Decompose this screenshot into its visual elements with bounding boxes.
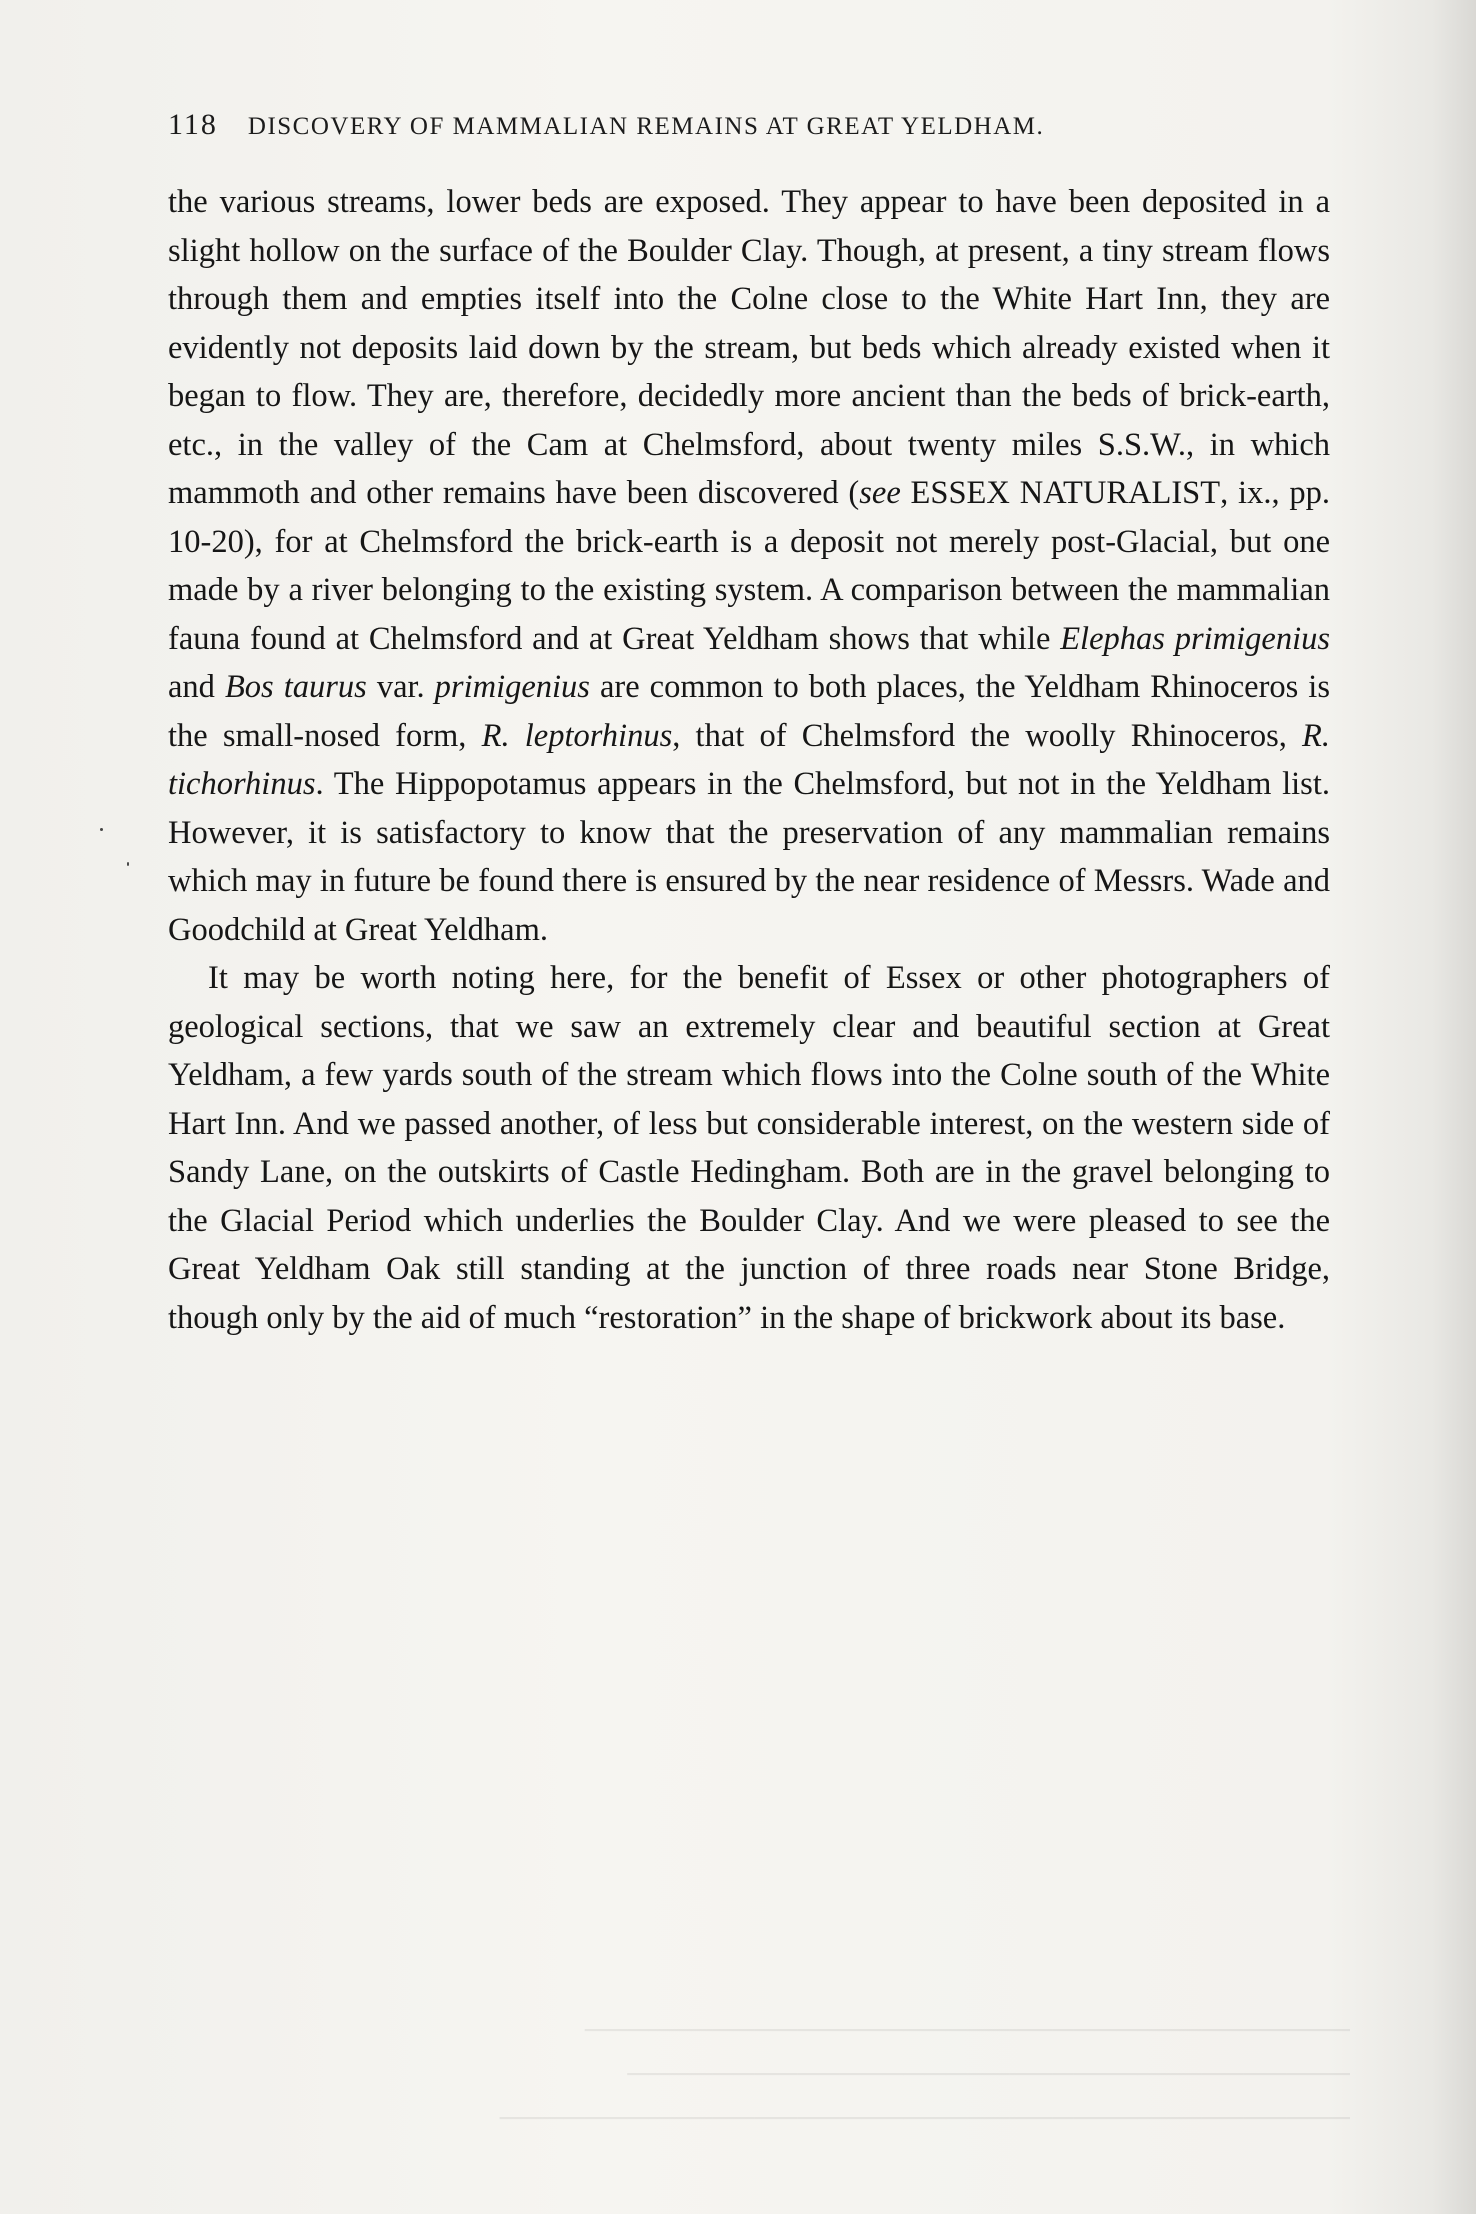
journal-ssex: SSEX bbox=[930, 475, 1010, 511]
p1-text-7: . The Hippopotamus appears in the Chelmsford, but not in the Yeldham list. However, it is satisfactory to know that the preservation of any mammalian remains which may in future be found there is ensured by the near residence of Messrs. Wade and Goodchild at Great Yeldham. bbox=[168, 766, 1330, 948]
paragraph-2: It may be worth noting here, for the benefit of Essex or other photographers of geological sections, that we saw an extremely clear and beautiful section at Great Yeldham, a few yards south of the stream which flows into the Colne south of the White Hart Inn. And we passed another, of less but considerable interest, on the western side of Sandy Lane, on the outskirts of Castle Hedingham. Both are in the gravel belonging to the Glacial Period which underlies the Boulder Clay. And we were pleased to see the Great Yeldham Oak still standing at the junction of three roads near Stone Bridge, though only by the aid of much “restoration” in the shape of brickwork about its base. bbox=[168, 960, 1330, 1336]
running-head bbox=[168, 108, 1334, 142]
species-tichorhinus: R. tichorhinus bbox=[168, 717, 1331, 802]
running-title: DISCOVERY OF MAMMALIAN REMAINS AT GREAT YELDHAM. bbox=[247, 113, 1045, 140]
p1-text-5: are common to both places, the Yeldham Rhinoceros is the small-nosed form, bbox=[168, 669, 1330, 754]
p1-text-6: , that of Chelmsford the woolly Rhinoceros, bbox=[672, 717, 1303, 754]
species-leptorhinus: R. leptorhinus bbox=[481, 717, 673, 754]
species-primigenius: primigenius bbox=[434, 669, 590, 705]
species-bos: Bos taurus bbox=[224, 669, 367, 705]
p1-text-1: the various streams, lower beds are exposed. They appear to have been deposited in a slight hollow on the surface of the Boulder Clay. Though, at present, a tiny stream flows through them and empties itself into the Colne close to the White Hart Inn, they are evidently not deposits laid down by the stream, but beds which already existed when it began to flow. They are, therefore, decidedly more ancient than the beds of brick-earth, etc., in the valley of the Cam at Chelmsford, about twenty miles S.S.W., in which mammoth and other remains have been discovered ( bbox=[168, 184, 1330, 511]
p1-text-4: var. bbox=[366, 669, 435, 705]
species-elephas: Elephas primigenius bbox=[1060, 620, 1330, 657]
body-text bbox=[168, 178, 1330, 1342]
scan-speck bbox=[127, 862, 129, 866]
paragraph-1 bbox=[168, 178, 1330, 954]
scan-speck bbox=[100, 828, 103, 831]
journal-name bbox=[911, 475, 1221, 511]
p1-text-2: , ix., pp. 10-20), for at Chelmsford the brick-earth is a deposit not merely post-Glacial, but one made by a river belonging to the existing system. A comparison between the mammalian fauna found at Chelmsford and at Great Yeldham shows that while bbox=[168, 475, 1330, 657]
show-through-bleed: ──────────────────────────────────────── ────────────────────────────────── ──────────────────────────────────── bbox=[499, 2014, 1350, 2135]
see-italic: see bbox=[859, 475, 901, 511]
journal-e: E bbox=[910, 475, 931, 511]
page-number: 118 bbox=[168, 108, 218, 141]
journal-n: N bbox=[1019, 475, 1044, 511]
p1-text-3: and bbox=[168, 669, 225, 705]
journal-aturalist: ATURALIST bbox=[1043, 475, 1221, 511]
